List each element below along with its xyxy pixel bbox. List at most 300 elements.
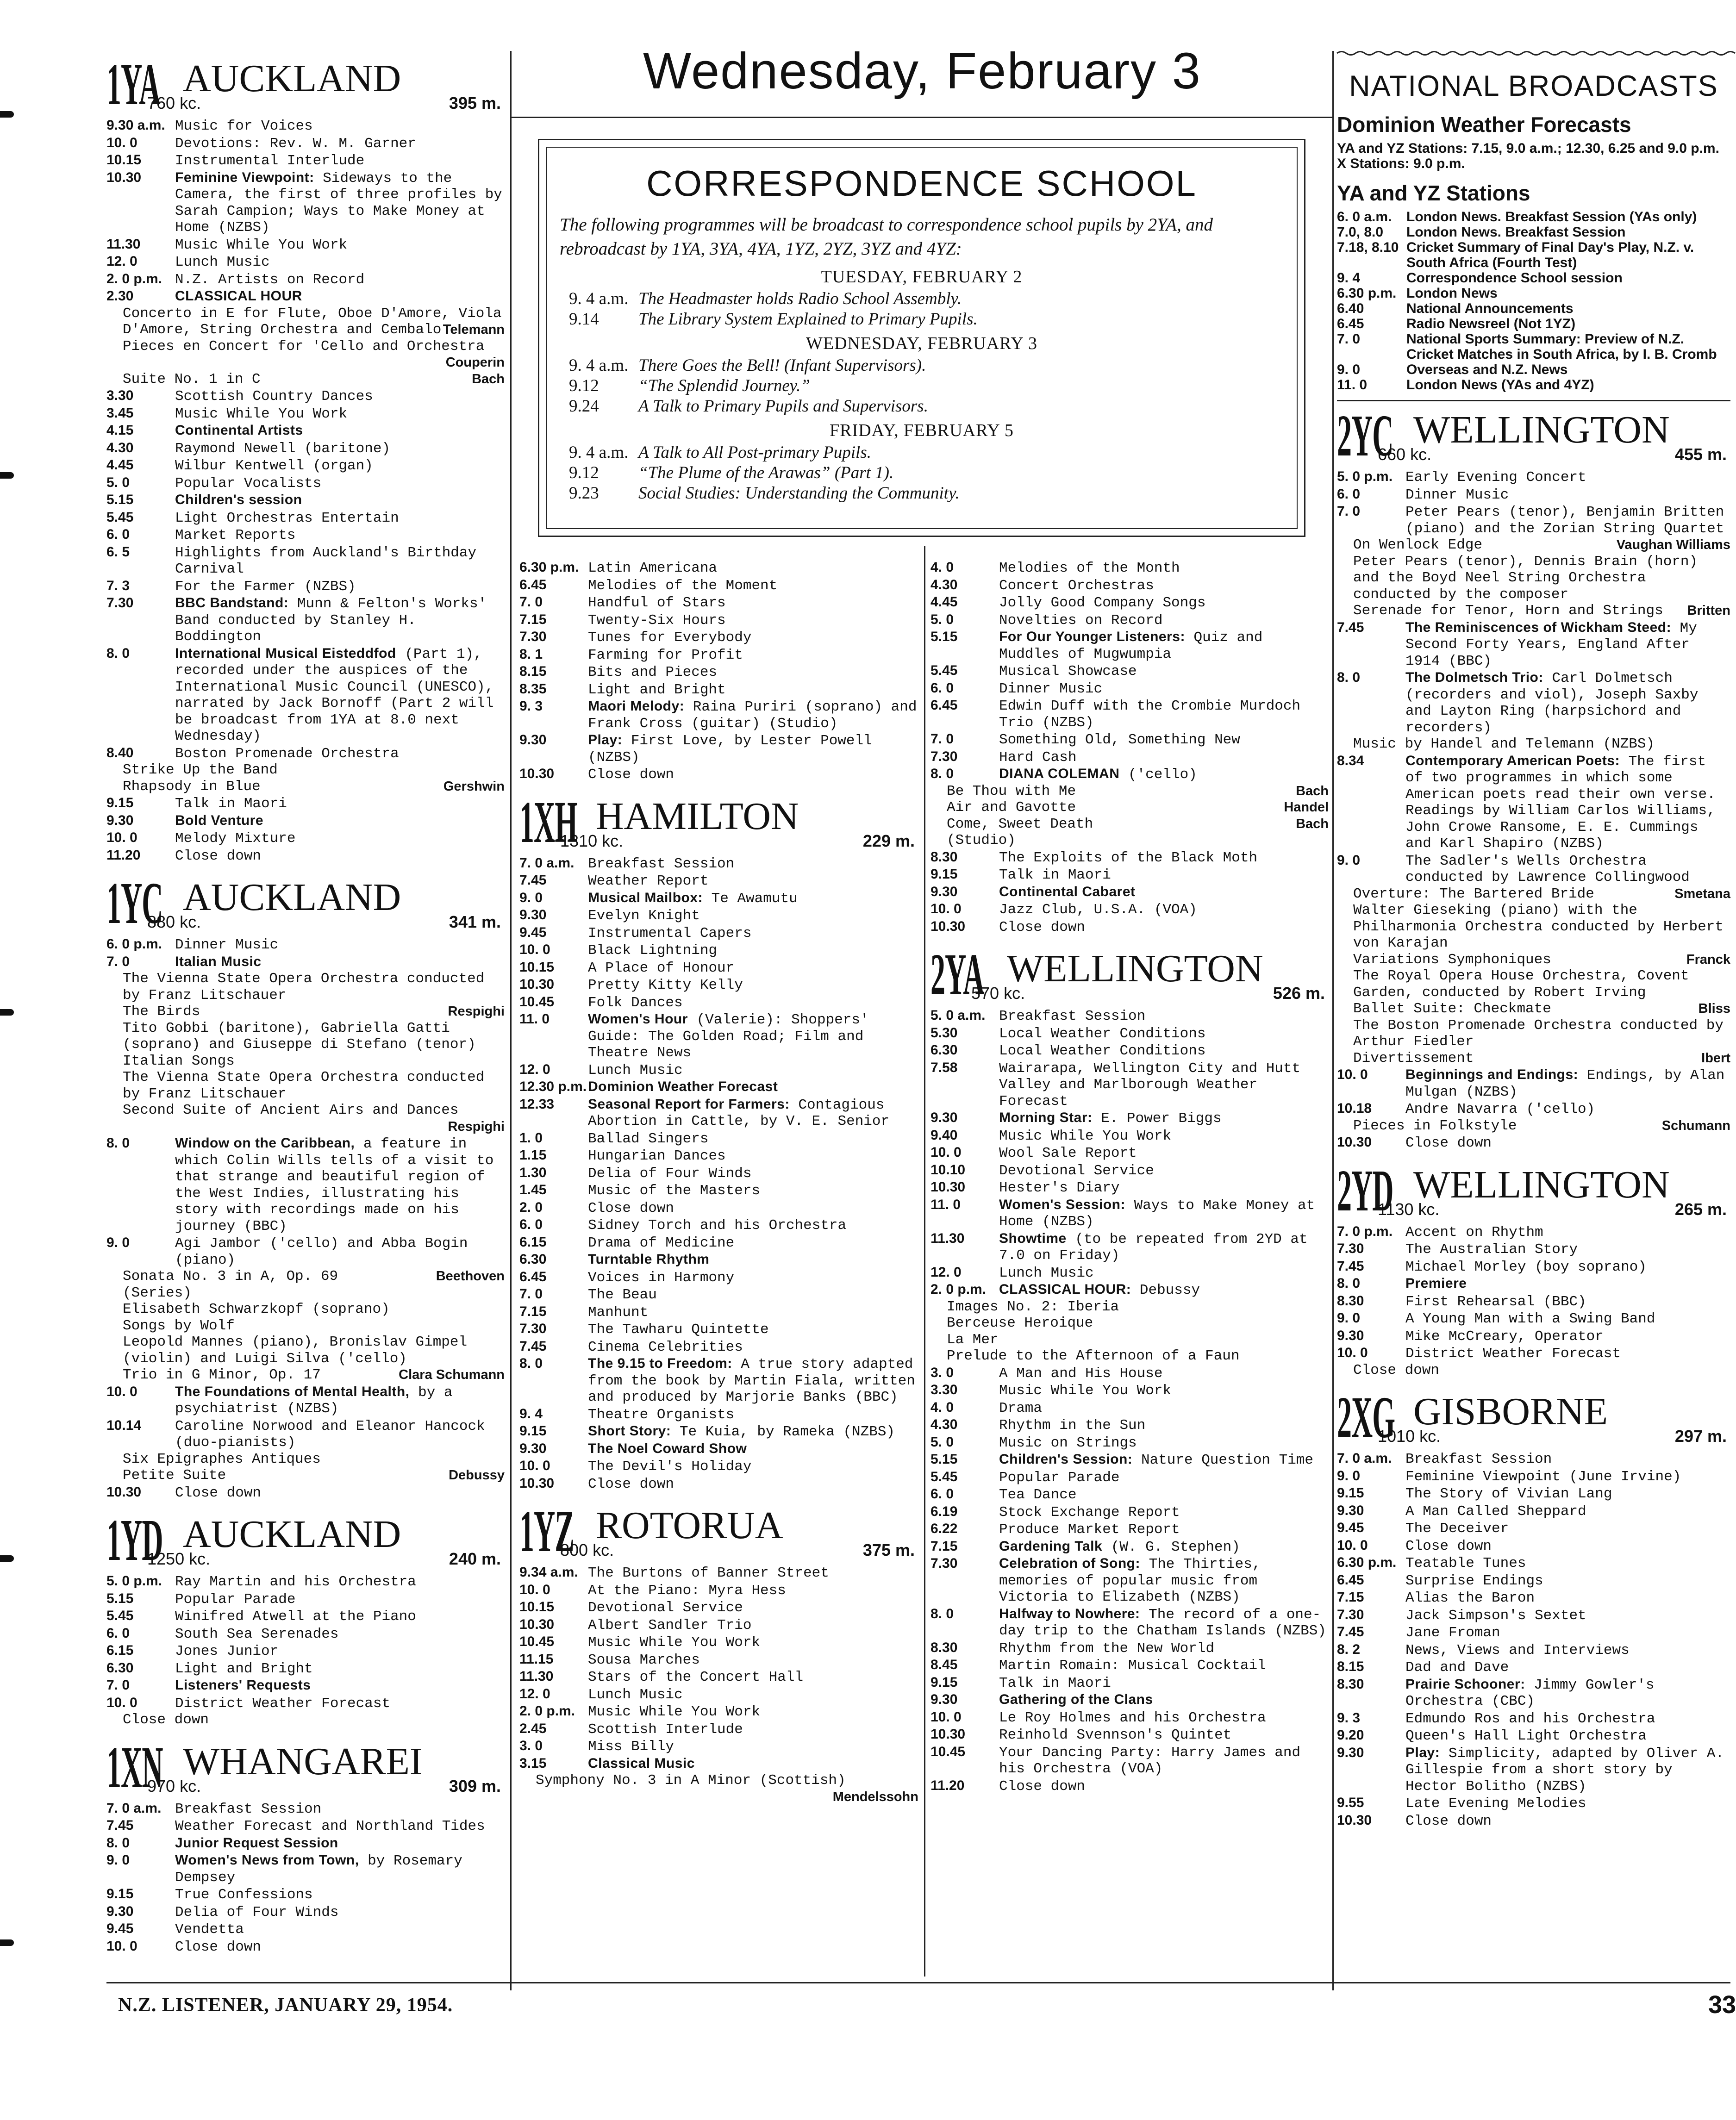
- station-header: [519, 789, 918, 855]
- schedule-item: [106, 509, 505, 527]
- schedule-time: 10.15: [106, 152, 142, 168]
- schedule-item: [1337, 1066, 1730, 1100]
- schedule-item: [930, 1162, 1329, 1179]
- national-text: Overseas and N.Z. News: [1406, 362, 1568, 377]
- schedule-item: [930, 1657, 1329, 1674]
- schedule-text: Symphony No. 3 in A Minor (Scottish): [536, 1772, 846, 1789]
- schedule-time: 5.45: [106, 509, 134, 525]
- schedule-item: [519, 1234, 918, 1252]
- program-highlight: Junior Request Session: [175, 1835, 338, 1851]
- schedule-item: [930, 1281, 1329, 1299]
- schedule-text: Le Roy Holmes and his Orchestra: [999, 1709, 1266, 1726]
- schedule-time: 9. 4: [519, 1406, 543, 1422]
- schedule-text: For the Farmer (NZBS): [175, 578, 356, 595]
- schedule-time: 9.55: [1337, 1795, 1364, 1810]
- schedule-time: 6.45: [519, 577, 547, 592]
- schedule-time: 7.15: [519, 1303, 547, 1319]
- schedule-item: [106, 847, 505, 865]
- national-time: 6.30 p.m.: [1337, 286, 1397, 301]
- schedule-text: Mike McCreary, Operator: [1405, 1328, 1604, 1345]
- schedule-text: Play: First Love, by Lester Powell (NZBS): [588, 732, 872, 766]
- schedule-text: Miss Billy: [588, 1739, 674, 1755]
- national-text: Cricket Summary of Final Day's Play, N.Z. v. South Africa (Fourth Test): [1406, 240, 1694, 270]
- schedule-text: Melodies of the Moment: [588, 577, 778, 594]
- schedule-item: [930, 901, 1329, 918]
- schedule-text: CLASSICAL HOUR: Debussy: [999, 1282, 1200, 1298]
- schedule-text: Ballad Singers: [588, 1130, 709, 1147]
- schedule-text: Voices in Harmony: [588, 1269, 735, 1286]
- schedule-item: [930, 1197, 1329, 1230]
- schedule-item: [106, 422, 505, 440]
- schedule-time: 9.30: [106, 1903, 134, 1919]
- schedule-item: [106, 1417, 505, 1451]
- schedule-item: [930, 1179, 1329, 1197]
- schedule-text: On Wenlock Edge Vaughan Williams: [1353, 537, 1730, 553]
- schedule-time: 9.30 a.m.: [106, 118, 165, 133]
- schedule-item: [519, 1406, 918, 1423]
- schedule-time: 7. 0 a.m.: [1337, 1451, 1392, 1466]
- schedule-text: At the Piano: Myra Hess: [588, 1582, 786, 1599]
- column-1: [106, 50, 505, 1964]
- schedule-time: 10. 0: [519, 942, 550, 957]
- schedule-time: 3.30: [930, 1382, 958, 1397]
- composer-name: Bach: [1296, 816, 1329, 831]
- schedule-text: Instrumental Capers: [588, 925, 752, 942]
- schedule-item: [519, 1564, 918, 1582]
- schedule-item: [1337, 1293, 1730, 1310]
- schedule-text: A Man and His House: [999, 1365, 1163, 1382]
- schedule-text: [175, 288, 505, 306]
- schedule-time: 9.30: [106, 812, 134, 828]
- schedule-text: Wool Sale Report: [999, 1145, 1137, 1161]
- schedule-text: The Burtons of Banner Street: [588, 1565, 829, 1581]
- schedule-text: (Studio): [947, 832, 1016, 848]
- schedule-item: [519, 1096, 918, 1130]
- schedule-text: Queen's Hall Light Orchestra: [1405, 1728, 1647, 1744]
- schedule-time: 7.45: [1337, 619, 1364, 635]
- schedule-time: 7. 0: [519, 594, 543, 610]
- station-frequency: 570 kc.: [971, 984, 1025, 1003]
- schedule-item: [930, 1025, 1329, 1042]
- schedule-item: [930, 766, 1329, 783]
- column-2: [519, 559, 918, 1814]
- schedule-text: Close down: [175, 848, 262, 864]
- station-city: HAMILTON: [596, 794, 799, 838]
- national-text: London News: [1406, 286, 1498, 301]
- schedule-item: [930, 1127, 1329, 1145]
- program-highlight: Play:: [588, 732, 623, 748]
- schedule-time: 9.30: [930, 1110, 958, 1125]
- schedule-time: 6. 0: [930, 1486, 954, 1502]
- schedule-text: [175, 812, 505, 830]
- schedule-text: The Vienna State Opera Orchestra conducted by Franz Litschauer: [123, 1069, 485, 1102]
- schedule-item: [1337, 1641, 1730, 1659]
- schedule-text: Albert Sandler Trio: [588, 1617, 752, 1634]
- schedule-item: [106, 1903, 505, 1921]
- schedule-time: 10. 0: [930, 1709, 962, 1725]
- schedule-time: 8.45: [930, 1657, 958, 1672]
- schedule-text: Stock Exchange Report: [999, 1504, 1180, 1521]
- schedule-text: Tea Dance: [999, 1487, 1077, 1503]
- station-city: AUCKLAND: [183, 876, 401, 919]
- schedule-text: Music While You Work: [588, 1704, 761, 1720]
- schedule-item: [106, 253, 505, 271]
- schedule-text: [175, 422, 505, 440]
- schedule-text: Boston Promenade Orchestra: [175, 745, 399, 762]
- program-highlight: Children's session: [175, 492, 302, 507]
- schedule-list: [519, 1564, 918, 1805]
- schedule-text: Black Lightning: [588, 942, 718, 959]
- schedule-time: 7.45: [1337, 1624, 1364, 1640]
- schedule-item: [1337, 486, 1730, 504]
- schedule-item: [519, 611, 918, 629]
- schedule-text: Raymond Newell (baritone): [175, 440, 391, 457]
- schedule-item: [930, 1555, 1329, 1606]
- schedule-time: 9. 3: [519, 698, 543, 714]
- schedule-time: 1. 0: [519, 1130, 543, 1146]
- schedule-item: [106, 1367, 505, 1384]
- program-highlight: For Our Younger Listeners:: [999, 629, 1185, 644]
- schedule-time: 4. 0: [930, 560, 954, 575]
- schedule-item: [106, 405, 505, 423]
- schedule-text: Local Weather Conditions: [999, 1025, 1206, 1042]
- schedule-time: 8.35: [519, 681, 547, 697]
- margin-mark: [0, 1939, 14, 1946]
- schedule-text: Showtime (to be repeated from 2YD at 7.0 on Friday): [999, 1230, 1308, 1264]
- schedule-item: [930, 1744, 1329, 1777]
- schedule-time: 7.15: [930, 1538, 958, 1554]
- schedule-text: Come, Sweet Death Bach: [947, 816, 1329, 832]
- header-rule: [512, 117, 1332, 118]
- schedule-text: Hard Cash: [999, 749, 1077, 766]
- schedule-item: [106, 762, 505, 779]
- schedule-item: [930, 680, 1329, 698]
- schedule-item: [106, 135, 505, 152]
- schedule-time: 11.15: [519, 1651, 554, 1667]
- schedule-time: 7.45: [519, 873, 547, 888]
- schedule-item: [930, 1709, 1329, 1727]
- schedule-text: The Foundations of Mental Health, by a psychiatrist (NZBS): [175, 1384, 453, 1417]
- schedule-time: 10.45: [930, 1744, 966, 1759]
- schedule-time: 10.30: [519, 766, 555, 781]
- schedule-item: [1337, 1017, 1730, 1050]
- station-city: WELLINGTON: [1413, 1163, 1670, 1206]
- schedule-text: N.Z. Artists on Record: [175, 271, 365, 288]
- station-city: ROTORUA: [596, 1504, 783, 1547]
- schedule-item: [106, 152, 505, 169]
- composer-name: Franck: [1686, 952, 1730, 967]
- schedule-time: 7.30: [1337, 1607, 1364, 1622]
- schedule-item: [930, 1691, 1329, 1709]
- schedule-time: 10.30: [1337, 1135, 1372, 1150]
- schedule-text: Reinhold Svennson's Quintet: [999, 1727, 1232, 1743]
- schedule-time: 6.22: [930, 1521, 958, 1536]
- schedule-time: 2. 0 p.m.: [106, 271, 162, 287]
- schedule-time: 2. 0 p.m.: [930, 1282, 987, 1297]
- schedule-text: Hester's Diary: [999, 1180, 1120, 1196]
- composer-name: Smetana: [1674, 886, 1730, 901]
- schedule-text: Ray Martin and his Orchestra: [175, 1574, 416, 1590]
- composer-name: Vaughan Williams: [1616, 537, 1730, 552]
- schedule-time: 1.45: [519, 1182, 547, 1197]
- schedule-text: Wairarapa, Wellington City and Hutt Valley and Marlborough Weather Forecast: [999, 1060, 1301, 1110]
- composer-name: Mendelssohn: [832, 1789, 918, 1804]
- station-city: AUCKLAND: [183, 1513, 401, 1556]
- schedule-text: Light and Bright: [175, 1660, 313, 1677]
- schedule-time: 9.15: [930, 1674, 958, 1690]
- schedule-time: 5. 0: [930, 611, 954, 627]
- schedule-text: Drama of Medicine: [588, 1235, 735, 1251]
- schedule-time: 8. 0: [106, 645, 130, 661]
- schedule-time: 10. 0: [106, 135, 137, 150]
- schedule-time: 3. 0: [930, 1365, 954, 1380]
- column-3: [930, 559, 1329, 1804]
- schedule-list: [1337, 468, 1730, 1152]
- margin-mark: [0, 1009, 14, 1016]
- schedule-item: [519, 1475, 918, 1493]
- schedule-item: [930, 1399, 1329, 1417]
- schedule-item: [519, 942, 918, 959]
- station-call-sign: 2YD: [1337, 1157, 1393, 1223]
- schedule-time: 12. 0: [519, 1061, 550, 1077]
- schedule-item: [1337, 1659, 1730, 1676]
- schedule-item: [1337, 1572, 1730, 1590]
- schedule-time: 4. 0: [930, 1399, 954, 1415]
- schedule-time: 8.30: [1337, 1293, 1364, 1309]
- schedule-list: [1337, 1223, 1730, 1379]
- schedule-text: Caroline Norwood and Eleanor Hancock (duo-pianists): [175, 1418, 485, 1451]
- schedule-time: 10.18: [1337, 1101, 1372, 1116]
- schedule-text: Light and Bright: [588, 681, 726, 698]
- schedule-text: Concerto in E for Flute, Oboe D'Amore, Viola D'Amore, String Orchestra and Cembalo Telemann: [123, 305, 505, 338]
- schedule-item: [106, 1835, 505, 1852]
- national-text: National Sports Summary: Preview of N.Z. Cricket Matches in South Africa, by I. B. Cromb: [1406, 331, 1717, 362]
- program-highlight: Italian Music: [175, 954, 262, 969]
- national-time: 7. 0: [1337, 331, 1361, 347]
- composer-name: Gershwin: [443, 779, 505, 794]
- schedule-time: 6.30 p.m.: [1337, 1555, 1397, 1570]
- schedule-item: [106, 745, 505, 762]
- schedule-time: 10. 0: [106, 1384, 137, 1399]
- page-number: 33: [1708, 1991, 1736, 2019]
- station-frequency: 1010 kc.: [1378, 1427, 1441, 1446]
- schedule-item: [106, 1886, 505, 1903]
- station-call-sign: 2XG: [1337, 1384, 1395, 1450]
- schedule-time: 8.34: [1337, 753, 1364, 768]
- schedule-time: 6. 0: [106, 1625, 130, 1641]
- schedule-item: [930, 832, 1329, 849]
- schedule-time: 6.15: [106, 1643, 134, 1658]
- schedule-item: [930, 1348, 1329, 1365]
- schedule-text: Bits and Pieces: [588, 664, 718, 680]
- national-rule: [1337, 400, 1730, 401]
- schedule-list: [106, 117, 505, 864]
- schedule-text: The Birds Respighi: [123, 1004, 505, 1020]
- correspondence-item: [560, 376, 1284, 396]
- correspondence-item: [560, 309, 1284, 330]
- schedule-text: Rhythm from the New World: [999, 1640, 1215, 1657]
- schedule-text: Handful of Stars: [588, 595, 726, 611]
- schedule-text: Devotional Service: [999, 1162, 1154, 1179]
- schedule-item: [1337, 968, 1730, 1001]
- schedule-text: Jane Froman: [1405, 1625, 1500, 1641]
- composer-name: Bach: [1296, 783, 1329, 798]
- schedule-item: [1337, 1589, 1730, 1607]
- schedule-item: [106, 971, 505, 1004]
- schedule-time: 5.15: [106, 1590, 134, 1606]
- schedule-time: 6.45: [930, 698, 958, 713]
- schedule-item: [106, 1573, 505, 1590]
- schedule-item: [519, 663, 918, 681]
- national-text: Radio Newsreel (Not 1YZ): [1406, 316, 1576, 331]
- schedule-text: Suite No. 1 in C Bach: [123, 371, 505, 387]
- schedule-time: 6. 0: [1337, 486, 1361, 502]
- program-highlight: Window on the Caribbean,: [175, 1135, 355, 1151]
- program-highlight: Women's Session:: [999, 1197, 1125, 1212]
- schedule-item: [930, 918, 1329, 936]
- national-time: 6.45: [1337, 316, 1364, 331]
- station-frequency: 760 kc.: [147, 94, 201, 112]
- schedule-item: [930, 1230, 1329, 1264]
- schedule-text: Farming for Profit: [588, 647, 743, 663]
- schedule-item: [1337, 1275, 1730, 1293]
- schedule-text: Close down: [588, 1200, 674, 1216]
- weather-line: X Stations: 9.0 p.m.: [1337, 156, 1465, 171]
- program-highlight: CLASSICAL HOUR: [175, 288, 302, 304]
- schedule-time: 11.20: [930, 1777, 965, 1793]
- schedule-item: [1337, 1310, 1730, 1328]
- station-call-sign: 1YC: [106, 870, 163, 936]
- schedule-item: [1337, 603, 1730, 619]
- schedule-time: 5.15: [106, 492, 134, 507]
- schedule-text: A Man Called Sheppard: [1405, 1503, 1586, 1520]
- schedule-item: [1337, 1485, 1730, 1503]
- schedule-time: 12. 0: [519, 1686, 550, 1702]
- schedule-item: [106, 795, 505, 812]
- schedule-text: Martin Romain: Musical Cocktail: [999, 1658, 1266, 1674]
- composer-name: Respighi: [448, 1119, 505, 1134]
- schedule-item: [930, 849, 1329, 867]
- schedule-time: 6. 0: [106, 527, 130, 542]
- schedule-item: [930, 799, 1329, 816]
- schedule-item: [930, 1640, 1329, 1657]
- schedule-text: Breakfast Session: [175, 1801, 322, 1817]
- schedule-item: [930, 629, 1329, 662]
- schedule-text: Close down: [588, 1476, 674, 1492]
- schedule-time: 10. 0: [930, 901, 962, 917]
- schedule-text: The Devil's Holiday: [588, 1459, 752, 1475]
- schedule-item: [930, 1606, 1329, 1640]
- schedule-text: [175, 492, 505, 509]
- program-highlight: Gathering of the Clans: [999, 1692, 1153, 1707]
- schedule-time: 11.20: [106, 847, 141, 863]
- schedule-time: 9.34 a.m.: [519, 1565, 578, 1580]
- station-call-sign: 1YD: [106, 1507, 163, 1573]
- schedule-text: Images No. 2: Iberia: [947, 1298, 1119, 1315]
- station-frequency: 1250 kc.: [147, 1549, 211, 1568]
- station-frequency: 880 kc.: [147, 912, 201, 931]
- schedule-text: Women's News from Town, by Rosemary Dempsey: [175, 1852, 462, 1886]
- schedule-text: [999, 1691, 1329, 1709]
- schedule-item: [519, 698, 918, 732]
- schedule-time: 3.30: [106, 388, 134, 403]
- schedule-text: Rhapsody in Blue Gershwin: [123, 778, 505, 795]
- schedule-item: [106, 271, 505, 288]
- schedule-text: True Confessions: [175, 1887, 313, 1903]
- schedule-time: 4.15: [106, 423, 134, 438]
- schedule-text: Women's Hour (Valerie): Shoppers' Guide: The Golden Road; Film and Theatre News: [588, 1011, 869, 1061]
- schedule-time: 8. 0: [930, 1606, 954, 1621]
- schedule-text: Berceuse Heroique: [947, 1315, 1093, 1331]
- schedule-text: Divertissement Ibert: [1353, 1050, 1730, 1066]
- station-header: [106, 870, 505, 936]
- schedule-time: 8. 0: [106, 1835, 130, 1851]
- schedule-text: Play: Simplicity, adapted by Oliver A. Gillespie from a short story by Hector Bolitho (NZBS): [1405, 1745, 1724, 1795]
- schedule-time: 5.45: [930, 1469, 958, 1484]
- schedule-text: Sonata No. 3 in A, Op. 69 Beethoven: [123, 1268, 505, 1284]
- schedule-text: Peter Pears (tenor), Benjamin Britten (piano) and the Zorian String Quartet: [1405, 504, 1724, 537]
- station-call-sign: 1XN: [106, 1734, 163, 1800]
- schedule-text: Dad and Dave: [1405, 1659, 1509, 1676]
- schedule-item: [519, 766, 918, 783]
- schedule-item: [930, 1451, 1329, 1469]
- schedule-time: 9.30: [519, 732, 547, 748]
- schedule-item: [1337, 537, 1730, 554]
- program-highlight: CLASSICAL HOUR:: [999, 1282, 1131, 1297]
- schedule-text: Seasonal Report for Farmers: Contagious Abortion in Cattle, by V. E. Senior: [588, 1096, 890, 1129]
- schedule-item: [519, 1789, 918, 1806]
- schedule-time: 11.30: [519, 1669, 554, 1684]
- schedule-item: [106, 1484, 505, 1502]
- schedule-time: 5.30: [930, 1025, 958, 1041]
- schedule-text: Michael Morley (boy soprano): [1405, 1259, 1647, 1275]
- national-time: 11. 0: [1337, 377, 1368, 393]
- schedule-item: [930, 1416, 1329, 1434]
- schedule-item: [930, 1144, 1329, 1162]
- schedule-text: Prelude to the Afternoon of a Faun: [947, 1348, 1240, 1364]
- program-highlight: Gardening Talk: [999, 1538, 1103, 1554]
- schedule-item: [106, 1069, 505, 1102]
- schedule-item: [519, 1651, 918, 1669]
- schedule-item: [930, 1538, 1329, 1556]
- program-highlight: Bold Venture: [175, 812, 264, 828]
- correspondence-text: The Library System Explained to Primary Pupils.: [638, 310, 978, 329]
- correspondence-text: There Goes the Bell! (Infant Supervisors).: [638, 356, 926, 375]
- correspondence-time: 9. 4 a.m.: [569, 443, 629, 462]
- schedule-time: 6. 5: [106, 544, 130, 560]
- schedule-list: [106, 1573, 505, 1728]
- schedule-item: [106, 812, 505, 830]
- station-call-sign: 1YZ: [519, 1498, 574, 1564]
- schedule-text: The Tawharu Quintette: [588, 1322, 769, 1338]
- schedule-time: 9. 0: [1337, 1468, 1361, 1484]
- schedule-text: Ballet Suite: Checkmate Bliss: [1353, 1001, 1730, 1017]
- schedule-item: [930, 884, 1329, 901]
- schedule-item: [519, 594, 918, 611]
- schedule-item: [930, 1726, 1329, 1744]
- schedule-list: [930, 1007, 1329, 1795]
- station-call-sign: 1YA: [106, 51, 160, 117]
- schedule-time: 2.45: [519, 1721, 547, 1736]
- schedule-item: [1337, 1745, 1730, 1795]
- schedule-time: 7. 3: [106, 578, 130, 593]
- schedule-item: [930, 1332, 1329, 1348]
- schedule-text: The Exploits of the Black Moth: [999, 849, 1258, 866]
- schedule-time: 9.45: [1337, 1520, 1364, 1535]
- correspondence-text: A Talk to All Post-primary Pupils.: [638, 443, 871, 462]
- national-text: London News. Breakfast Session: [1406, 224, 1626, 240]
- schedule-text: Scottish Interlude: [588, 1721, 743, 1738]
